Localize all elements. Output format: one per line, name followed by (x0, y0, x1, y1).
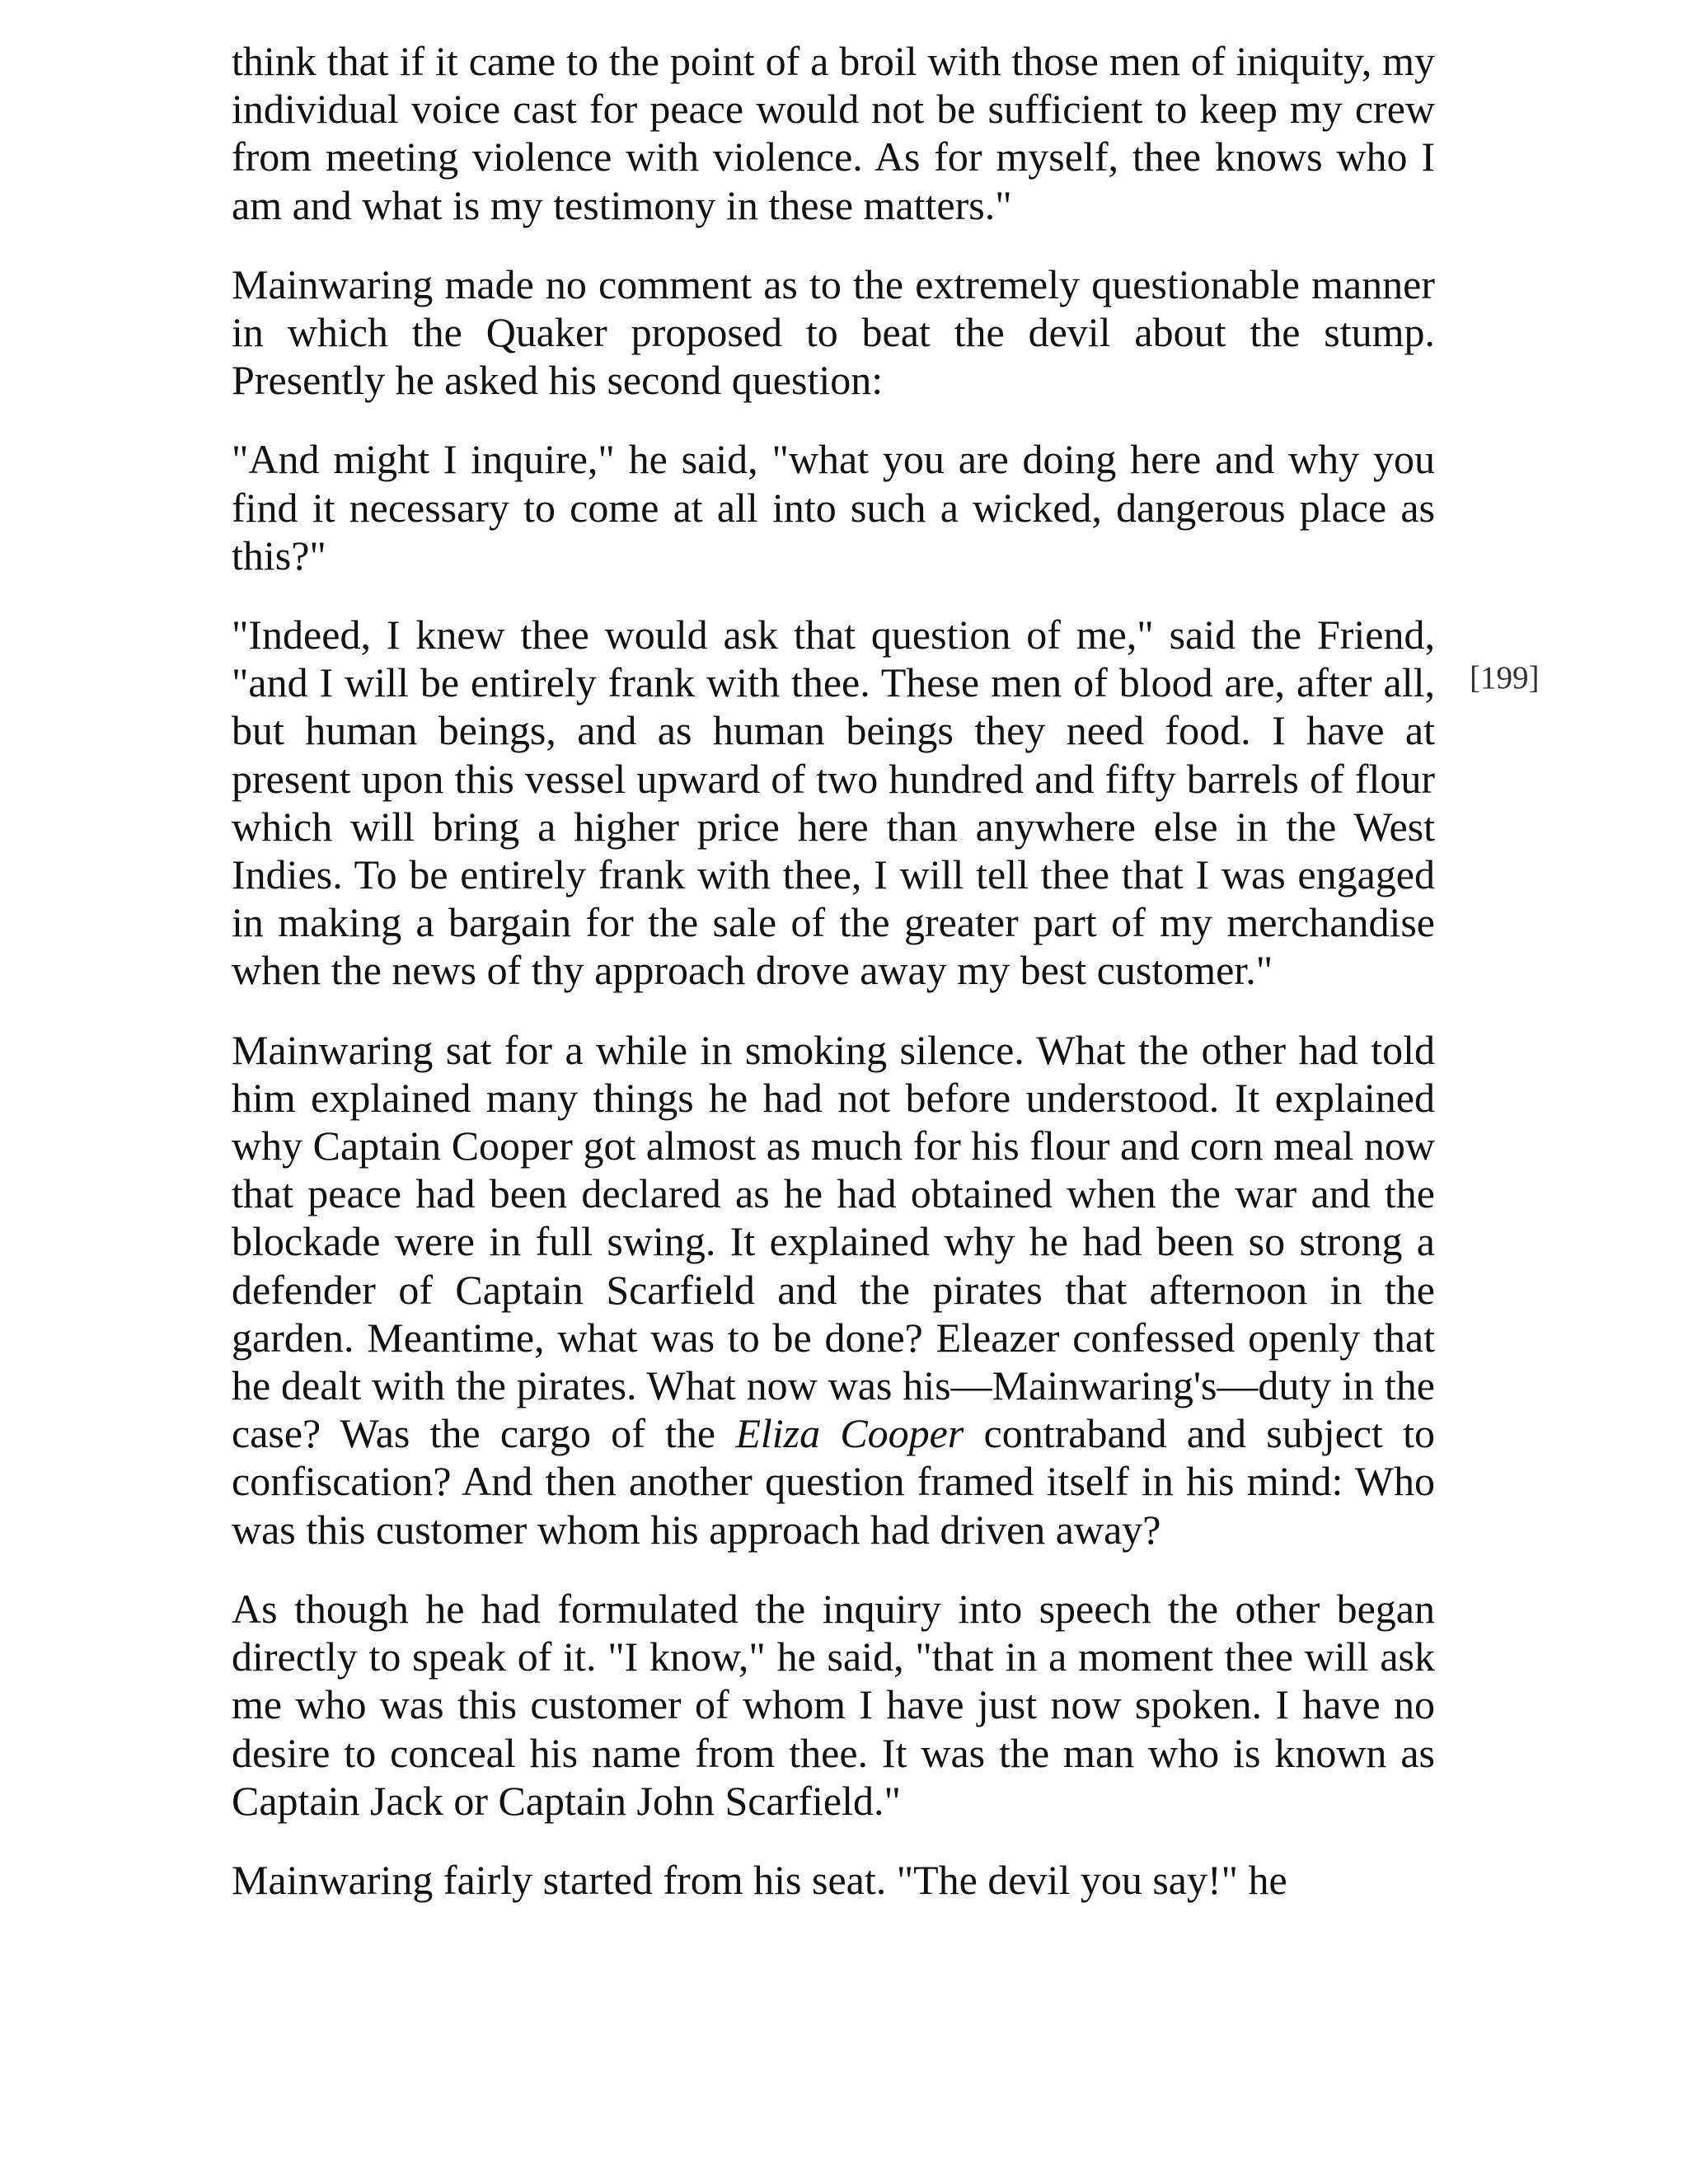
paragraph-2: Mainwaring made no comment as to the extremely questionable manner in which the Quaker proposed to beat the devil about the stump. Presently he asked his second question: (232, 260, 1435, 404)
paragraph-4: "Indeed, I knew thee would ask that question of me," said the Friend, "and I will be entirely frank with thee. These men of blood are, after all, but human beings, and as human beings they need food. I have at present upon this vessel upward of two hundred and fifty barrels of flour which will bring a higher price here than anywhere else in the West Indies. To be entirely frank with thee, I will tell thee that I was engaged in making a bargain for the sale of the greater part of my merchandise when the news of thy approach drove away my best customer." (232, 612, 1435, 994)
paragraph-5-before: Mainwaring sat for a while in smoking silence. What the other had told him explained many things he had not before understood. It explained why Captain Cooper got almost as much for his flour and corn meal now that peace had been declared as he had obtained when the war and the blockade were in full swing. It explained why he had been so strong a defender of Captain Scarfield and the pirates that afternoon in the garden. Meantime, what was to be done? Eleazer confessed openly that he dealt with the pirates. What now was his—Mainwaring's—duty in the case? Was the cargo of the (232, 1026, 1435, 1457)
paragraph-3: "And might I inquire," he said, "what you are doing here and why you find it necessary to come at all into such a wicked, dangerous place as this?" (232, 436, 1435, 579)
paragraph-6: As though he had formulated the inquiry into speech the other began directly to speak of it. "I know," he said, "that in a moment thee will ask me who was this customer of whom I have just now spoken. I have no desire to conceal his name from thee. It was the man who is known as Captain Jack or Captain John Scarfield." (232, 1585, 1435, 1824)
book-page (232, 37, 1435, 1904)
ship-name: Eliza Cooper (735, 1410, 964, 1457)
paragraph-1: think that if it came to the point of a broil with those men of iniquity, my individual voice cast for peace would not be sufficient to keep my crew from meeting violence with violence. As for myself, thee knows who I am and what is my testimony in these matters." (232, 38, 1435, 228)
page-number: [199] (1470, 660, 1540, 696)
paragraph-5 (232, 1026, 1435, 1554)
paragraph-5-after: contraband and subject to confiscation? And then another question framed itself in his mind: Who was this customer whom his approach had driven away? (232, 1410, 1435, 1553)
paragraph-7: Mainwaring fairly started from his seat. "The devil you say!" he (232, 1856, 1287, 1903)
